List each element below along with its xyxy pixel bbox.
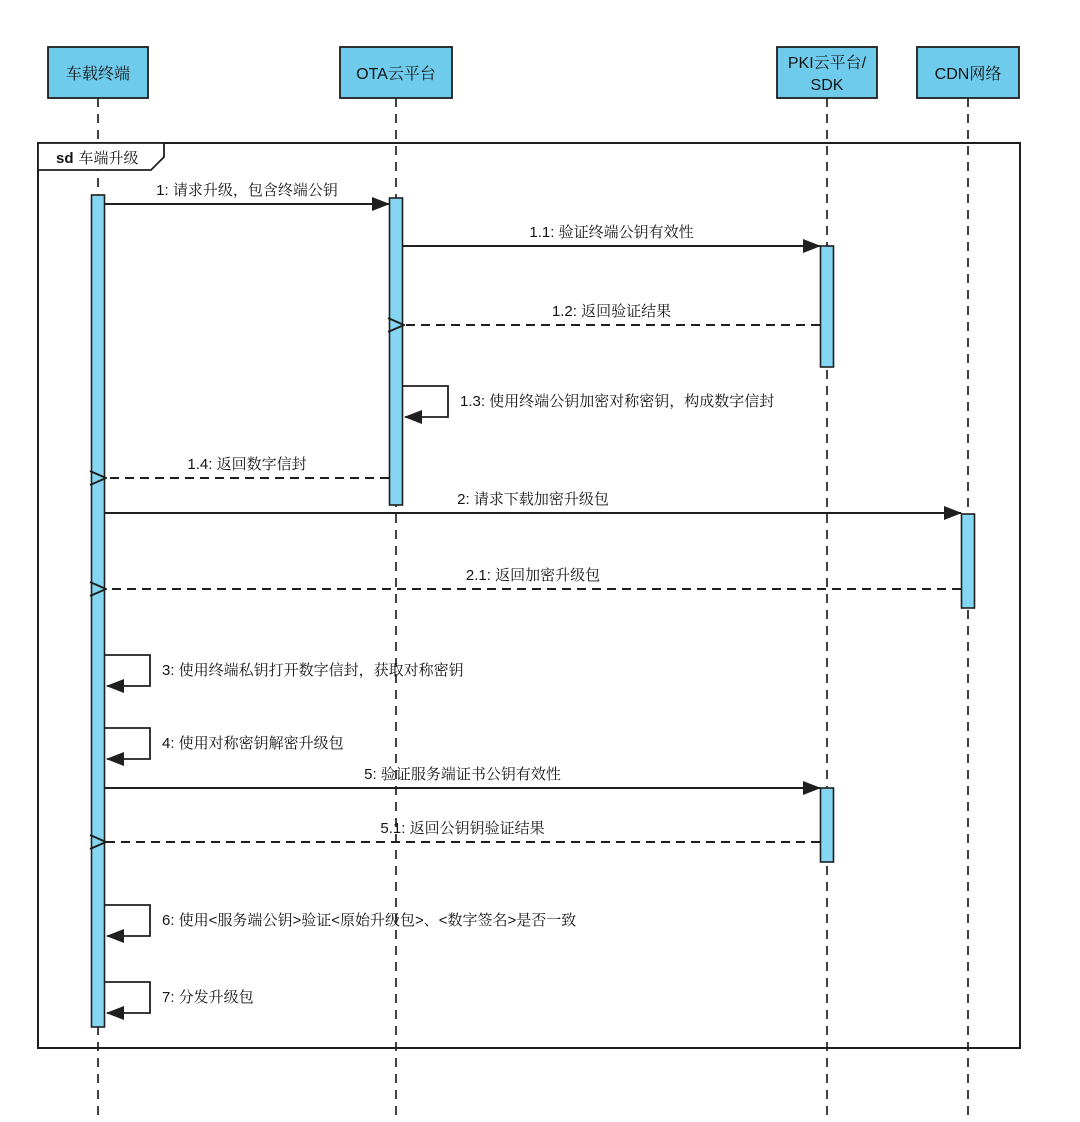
participant-label-line: OTA云平台 <box>356 66 436 83</box>
activation-cdn-3 <box>962 514 975 608</box>
message-3-self-line <box>105 655 150 686</box>
message-6-self-line <box>105 905 150 936</box>
message-1.3-label: 1.3: 使用终端公钥加密对称密钥，构成数字信封 <box>460 393 775 410</box>
message-7-label: 7: 分发升级包 <box>162 989 254 1006</box>
message-1.3-self-line <box>403 386 448 417</box>
message-2.1-label: 2.1: 返回加密升级包 <box>465 567 601 584</box>
activation-ota-1 <box>390 198 403 505</box>
activation-vehicle-0 <box>92 195 105 1027</box>
message-3-label: 3: 使用终端私钥打开数字信封，获取对称密钥 <box>162 662 464 679</box>
participant-label-line: PKI云平台/ <box>787 55 867 72</box>
message-1-label: 1: 请求升级，包含终端公钥 <box>156 182 338 199</box>
participant-label-vehicle <box>66 65 130 83</box>
message-4-label: 4: 使用对称密钥解密升级包 <box>162 735 344 752</box>
participant-label-line: CDN网络 <box>934 66 1002 83</box>
participant-label-cdn <box>935 65 1002 83</box>
message-1.2-label: 1.2: 返回验证结果 <box>551 303 672 320</box>
message-5-label: 5: 验证服务端证书公钥有效性 <box>364 766 561 783</box>
participant-label-line: 车载终端 <box>65 66 131 83</box>
frame-keyword: sd <box>56 150 74 167</box>
participant-label-line: SDK <box>810 77 844 94</box>
message-1.1-label: 1.1: 验证终端公钥有效性 <box>529 224 694 241</box>
message-5.1-label: 5.1: 返回公钥钥验证结果 <box>380 820 545 837</box>
message-6-label: 6: 使用<服务端公钥>验证<原始升级包>、<数字签名>是否一致 <box>162 912 577 929</box>
message-7-self-line <box>105 982 150 1013</box>
activation-pki-4 <box>821 788 834 862</box>
message-1.4-label: 1.4: 返回数字信封 <box>187 456 307 473</box>
frame-label <box>56 150 139 167</box>
frame-title: 车端升级 <box>78 150 139 167</box>
activation-pki-2 <box>821 246 834 367</box>
message-2-label: 2: 请求下载加密升级包 <box>457 491 609 508</box>
message-4-self-line <box>105 728 150 759</box>
participant-label-ota <box>356 65 436 83</box>
